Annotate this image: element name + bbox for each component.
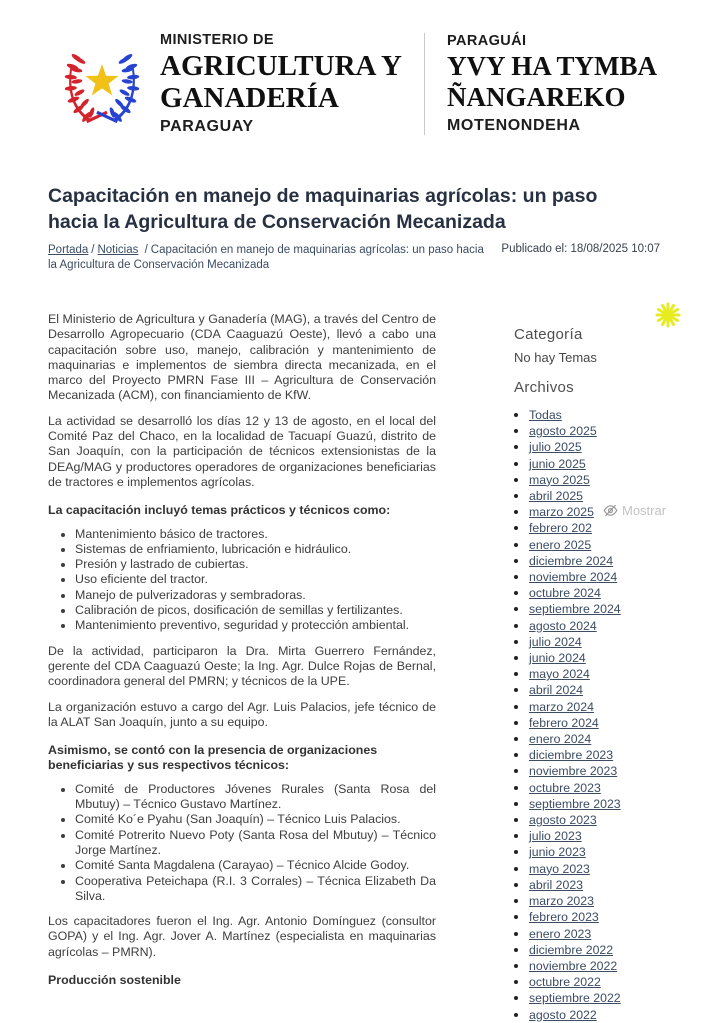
organization-item: • Comité de Productores Jóvenes Rurales (Santa Rosa del Mbutuy) – Técnico Gustavo Martínez. <box>75 782 436 813</box>
archive-item <box>529 844 660 860</box>
archive-link[interactable]: junio 2024 <box>529 651 586 666</box>
archive-item <box>529 990 660 1006</box>
ministry-line-3: GANADERÍA <box>160 82 339 114</box>
archive-item <box>529 747 660 763</box>
archive-link[interactable]: abril 2024 <box>529 683 584 698</box>
guarani-wordmark <box>447 32 657 136</box>
archive-link[interactable]: agosto 2023 <box>529 813 597 828</box>
archive-link[interactable]: agosto 2025 <box>529 424 597 439</box>
guarani-line-1: PARAGUÁI <box>446 33 527 49</box>
archive-link[interactable]: mayo 2023 <box>529 861 590 876</box>
archive-item <box>529 958 660 974</box>
archive-link[interactable]: noviembre 2023 <box>529 764 618 779</box>
content-row <box>48 312 660 1023</box>
archive-item <box>529 877 660 893</box>
category-empty-text: No hay Temas <box>514 350 597 365</box>
archive-link[interactable]: marzo 2025 <box>529 505 594 520</box>
archive-link[interactable]: diciembre 2024 <box>529 553 614 568</box>
organization-item: • Cooperativa Peteichapa (R.I. 3 Corrales) – Técnica Elizabeth Da Silva. <box>75 874 436 905</box>
archive-item <box>529 715 660 731</box>
archive-link[interactable]: septiembre 2022 <box>529 991 621 1006</box>
archive-item <box>529 585 660 601</box>
archive-link[interactable]: octubre 2023 <box>529 780 601 795</box>
archive-link[interactable]: abril 2025 <box>529 489 584 504</box>
archive-item <box>529 893 660 909</box>
archive-link[interactable]: septiembre 2024 <box>529 602 621 617</box>
guarani-line-3: ÑANGAREKO <box>446 82 626 112</box>
archive-item <box>529 634 660 650</box>
archive-item <box>529 731 660 747</box>
archive-item <box>529 537 660 553</box>
archive-item <box>529 780 660 796</box>
archive-link[interactable]: febrero 2023 <box>529 910 599 925</box>
organization-item: • Comité Potrerito Nuevo Poty (Santa Rosa del Mbutuy) – Técnico Jorge Martínez. <box>75 828 436 859</box>
archive-item <box>529 472 660 488</box>
topic-item: • Mantenimiento básico de tractores. <box>75 527 436 542</box>
article-body <box>48 312 436 996</box>
archive-item <box>529 488 660 504</box>
show-hidden-badge[interactable] <box>603 503 666 518</box>
topic-item: • Uso eficiente del tractor. <box>75 572 436 587</box>
mag-coat-of-arms-logo <box>50 28 154 140</box>
breadcrumb-current: Capacitación en manejo de maquinarias agrícolas: un paso hacia la Agricultura de Conservación Mecanizada <box>48 244 484 271</box>
activity-paragraph: La actividad se desarrolló los días 12 y 13 de agosto, en el local del Comité Paz del Chaco, en la localidad de Tacuapí Guazú, distrito de San Joaquín, con la participación de técnicos extensionistas de la DEAg/MAG y productores operadores de organizaciones beneficiarias de tractores e implementos agrícolas. <box>48 413 437 489</box>
archive-item <box>529 456 660 472</box>
breadcrumb <box>48 243 486 273</box>
archive-link[interactable]: julio 2023 <box>529 829 582 844</box>
participants-paragraph: De la actividad, participaron la Dra. Mirta Guerrero Fernández, gerente del CDA Caaguazú Oeste; la Ing. Agr. Dulce Rojas de Bernal, coordinadora general del PMRN; y técnicos de la UPE. <box>48 643 437 689</box>
meta-row <box>48 243 660 273</box>
site-header <box>0 28 707 140</box>
archive-item <box>529 650 660 666</box>
archive-link[interactable]: enero 2024 <box>529 732 592 747</box>
archive-link[interactable]: enero 2023 <box>529 926 592 941</box>
archive-link[interactable]: Todas <box>529 408 562 422</box>
archive-link[interactable]: octubre 2024 <box>529 586 601 601</box>
ministry-line-2: AGRICULTURA Y <box>160 50 402 82</box>
archive-item <box>529 974 660 990</box>
archive-item <box>529 520 660 536</box>
topic-item: • Calibración de picos, dosificación de semillas y fertilizantes. <box>75 603 436 618</box>
intro-paragraph: El Ministerio de Agricultura y Ganadería (MAG), a través del Centro de Desarrollo Agropecuario (CDA Caaguazú Oeste), llevó a cabo una capacitación sobre uso, manejo, calibración y mantenimiento de maquinarias e implementos de siembra directa mecanizada, en el marco del Proyecto PMRN Fase III – Agricultura de Conservación Mecanizada (ACM), con financiamiento de KfW. <box>48 312 437 403</box>
ministry-line-4: PARAGUAY <box>160 118 254 135</box>
star-icon <box>86 64 119 95</box>
archive-link[interactable]: noviembre 2024 <box>529 570 618 585</box>
guarani-line-4: MOTENONDEHA <box>446 117 581 134</box>
archive-item <box>529 569 660 585</box>
archive-item <box>529 553 660 569</box>
category-heading: Categoría <box>514 326 583 343</box>
closing-heading: Producción sostenible <box>48 972 181 987</box>
topics-heading: La capacitación incluyó temas prácticos y técnicos como: <box>48 503 391 518</box>
archive-link[interactable]: enero 2025 <box>529 537 592 552</box>
archive-item <box>529 682 660 698</box>
archive-link[interactable]: abril 2023 <box>529 877 584 892</box>
archive-link[interactable]: mayo 2025 <box>529 472 590 487</box>
organization-paragraph: La organización estuvo a cargo del Agr. Luis Palacios, jefe técnico de la ALAT San Joaquín, junto a su equipo. <box>48 699 437 729</box>
archive-item <box>529 666 660 682</box>
sidebar <box>514 312 660 1023</box>
archive-item <box>529 796 660 812</box>
archive-item <box>529 812 660 828</box>
topic-item: • Presión y lastrado de cubiertas. <box>75 557 436 572</box>
trainers-paragraph: Los capacitadores fueron el Ing. Agr. Antonio Domínguez (consultor GOPA) y el Ing. Agr. Jover A. Martínez (especialista en maquinarias agrícolas – PMRN). <box>48 914 437 959</box>
breadcrumb-separator: / <box>91 244 95 256</box>
archive-item <box>529 828 660 844</box>
asterisk-icon <box>655 302 681 328</box>
archive-item <box>529 942 660 958</box>
archive-link[interactable]: noviembre 2022 <box>529 958 618 973</box>
archive-link[interactable]: febrero 202 <box>529 521 592 536</box>
archives-heading: Archivos <box>514 379 574 396</box>
archive-item <box>529 407 660 423</box>
topic-item: • Mantenimiento preventivo, seguridad y protección ambiental. <box>75 618 436 633</box>
archive-link[interactable]: diciembre 2023 <box>529 748 614 763</box>
archive-item <box>529 926 660 942</box>
organizations-heading: Asimismo, se contó con la presencia de organizaciones beneficiarias y sus respectivos técnicos: <box>48 743 378 773</box>
organization-item: • Comité Santa Magdalena (Carayao) – Técnico Alcide Godoy. <box>75 858 436 873</box>
breadcrumb-link-noticias[interactable]: Noticias <box>97 244 139 256</box>
archive-link[interactable]: junio 2025 <box>529 456 586 471</box>
archive-link[interactable]: julio 2025 <box>529 440 582 455</box>
guarani-line-2: YVY HA TYMBA <box>446 51 657 81</box>
archive-link[interactable]: diciembre 2022 <box>529 942 614 957</box>
archive-link[interactable]: febrero 2024 <box>529 715 599 730</box>
archive-item <box>529 763 660 779</box>
archive-link[interactable]: octubre 2022 <box>529 975 601 990</box>
archives-list <box>514 407 660 1023</box>
archive-item <box>529 439 660 455</box>
breadcrumb-link-portada[interactable]: Portada <box>48 244 89 256</box>
archive-item <box>529 601 660 617</box>
archive-link[interactable]: mayo 2024 <box>529 667 590 682</box>
topics-list <box>48 527 436 634</box>
breadcrumb-separator: / <box>144 244 148 256</box>
ministry-line-1: MINISTERIO DE <box>160 32 274 48</box>
archive-link[interactable]: agosto 2022 <box>529 1007 597 1022</box>
show-label: Mostrar <box>622 503 667 518</box>
organizations-list <box>48 782 436 904</box>
organization-item: • Comité Ko´e Pyahu (San Joaquín) – Técnico Luis Palacios. <box>75 812 436 827</box>
header-divider <box>424 33 425 135</box>
archive-item <box>529 699 660 715</box>
archive-link[interactable]: marzo 2024 <box>529 699 594 714</box>
topic-item: • Manejo de pulverizadoras y sembradoras. <box>75 588 436 603</box>
published-date: Publicado el: 18/08/2025 10:07 <box>501 243 660 255</box>
archive-item <box>529 618 660 634</box>
accessibility-widget-button[interactable] <box>655 302 681 328</box>
ministry-wordmark <box>160 31 402 137</box>
topic-item: • Sistemas de enfriamiento, lubricación e hidráulico. <box>75 542 436 557</box>
archive-item <box>529 909 660 925</box>
page-title: Capacitación en manejo de maquinarias agrícolas: un paso hacia la Agricultura de Conservación Mecanizada <box>48 185 598 233</box>
archive-link[interactable]: junio 2023 <box>529 845 586 860</box>
archive-link[interactable]: julio 2024 <box>529 634 582 649</box>
archive-link[interactable]: septiembre 2023 <box>529 796 621 811</box>
archive-link[interactable]: marzo 2023 <box>529 894 594 909</box>
archive-item <box>529 1007 660 1023</box>
archive-link[interactable]: agosto 2024 <box>529 618 597 633</box>
archive-item <box>529 861 660 877</box>
archive-item <box>529 423 660 439</box>
eye-off-icon <box>603 503 618 518</box>
